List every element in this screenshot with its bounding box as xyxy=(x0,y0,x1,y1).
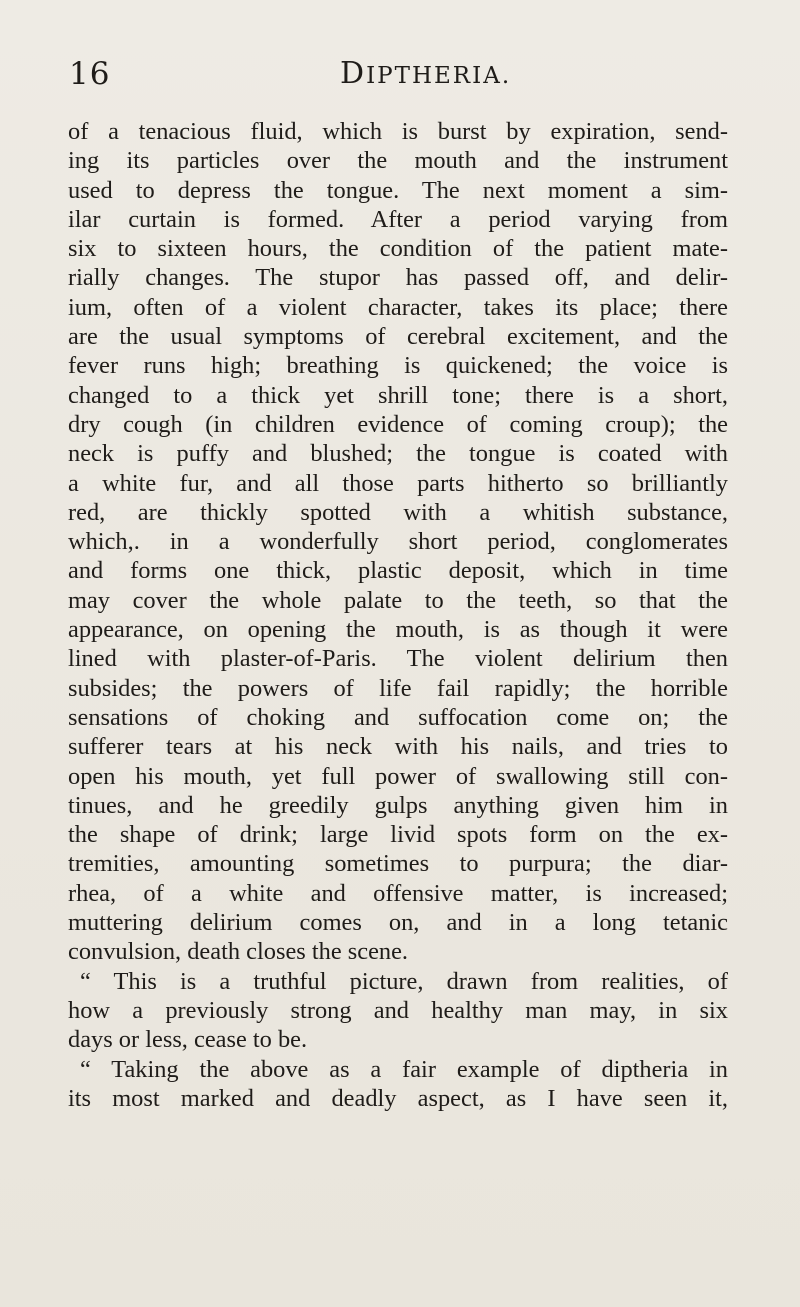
text-line: dry cough (in children evidence of coming croup); the xyxy=(68,410,728,438)
text-line: subsides; the powers of life fail rapidly; the horrible xyxy=(68,674,728,702)
text-line: muttering delirium comes on, and in a long tetanic xyxy=(68,909,728,937)
text-line: “ Taking the above as a fair example of diptheria in xyxy=(80,1055,728,1083)
text-line: ilar curtain is formed. After a period varying from xyxy=(68,205,728,233)
page-number: 16 xyxy=(69,56,111,92)
text-line: the shape of drink; large livid spots form on the ex- xyxy=(68,821,728,849)
text-line: days or less, cease to be. xyxy=(68,1026,308,1054)
text-line: are the usual symptoms of cerebral excitement, and the xyxy=(68,323,728,351)
text-line: “ This is a truthful picture, drawn from realities, of xyxy=(80,967,728,995)
text-line: its most marked and deadly aspect, as I have seen it, xyxy=(68,1084,728,1112)
body-text xyxy=(68,117,728,1113)
text-line: a white fur, and all those parts hitherto so brilliantly xyxy=(68,469,728,497)
running-head xyxy=(340,52,511,98)
text-line: rhea, of a white and offensive matter, is increased; xyxy=(68,879,728,907)
text-line: sufferer tears at his neck with his nails, and tries to xyxy=(68,733,728,761)
text-line: which,. in a wonderfully short period, conglomerates xyxy=(68,528,728,556)
text-line: rially changes. The stupor has passed off, and delir- xyxy=(68,264,728,292)
text-line: six to sixteen hours, the condition of the patient mate- xyxy=(68,235,728,263)
text-line: lined with plaster-of-Paris. The violent delirium then xyxy=(68,645,728,673)
text-line: convulsion, death closes the scene. xyxy=(68,938,409,966)
text-line: ium, often of a violent character, takes its place; there xyxy=(68,293,728,321)
page-header xyxy=(0,52,800,102)
text-line: and forms one thick, plastic deposit, which in time xyxy=(68,557,728,585)
text-line: neck is puffy and blushed; the tongue is coated with xyxy=(68,440,728,468)
text-line: red, are thickly spotted with a whitish substance, xyxy=(68,498,728,526)
text-line: sensations of choking and suffocation come on; the xyxy=(68,703,728,731)
text-line: of a tenacious fluid, which is burst by expiration, send- xyxy=(68,118,728,145)
text-line: used to depress the tongue. The next moment a sim- xyxy=(68,176,728,204)
text-line: appearance, on opening the mouth, is as though it were xyxy=(68,616,728,644)
running-head-initial: D xyxy=(340,56,367,91)
running-head-rest: IPTHERIA. xyxy=(366,63,512,89)
text-line: fever runs high; breathing is quickened; the voice is xyxy=(68,352,728,380)
text-line: tremities, amounting sometimes to purpura; the diar- xyxy=(68,850,728,878)
text-line: changed to a thick yet shrill tone; there is a short, xyxy=(68,381,728,409)
text-line: how a previously strong and healthy man may, in six xyxy=(68,996,728,1024)
text-line: may cover the whole palate to the teeth, so that the xyxy=(68,586,728,614)
text-line: ing its particles over the mouth and the instrument xyxy=(68,147,728,175)
text-line: tinues, and he greedily gulps anything given him in xyxy=(68,791,728,819)
text-line: open his mouth, yet full power of swallowing still con- xyxy=(68,762,728,790)
